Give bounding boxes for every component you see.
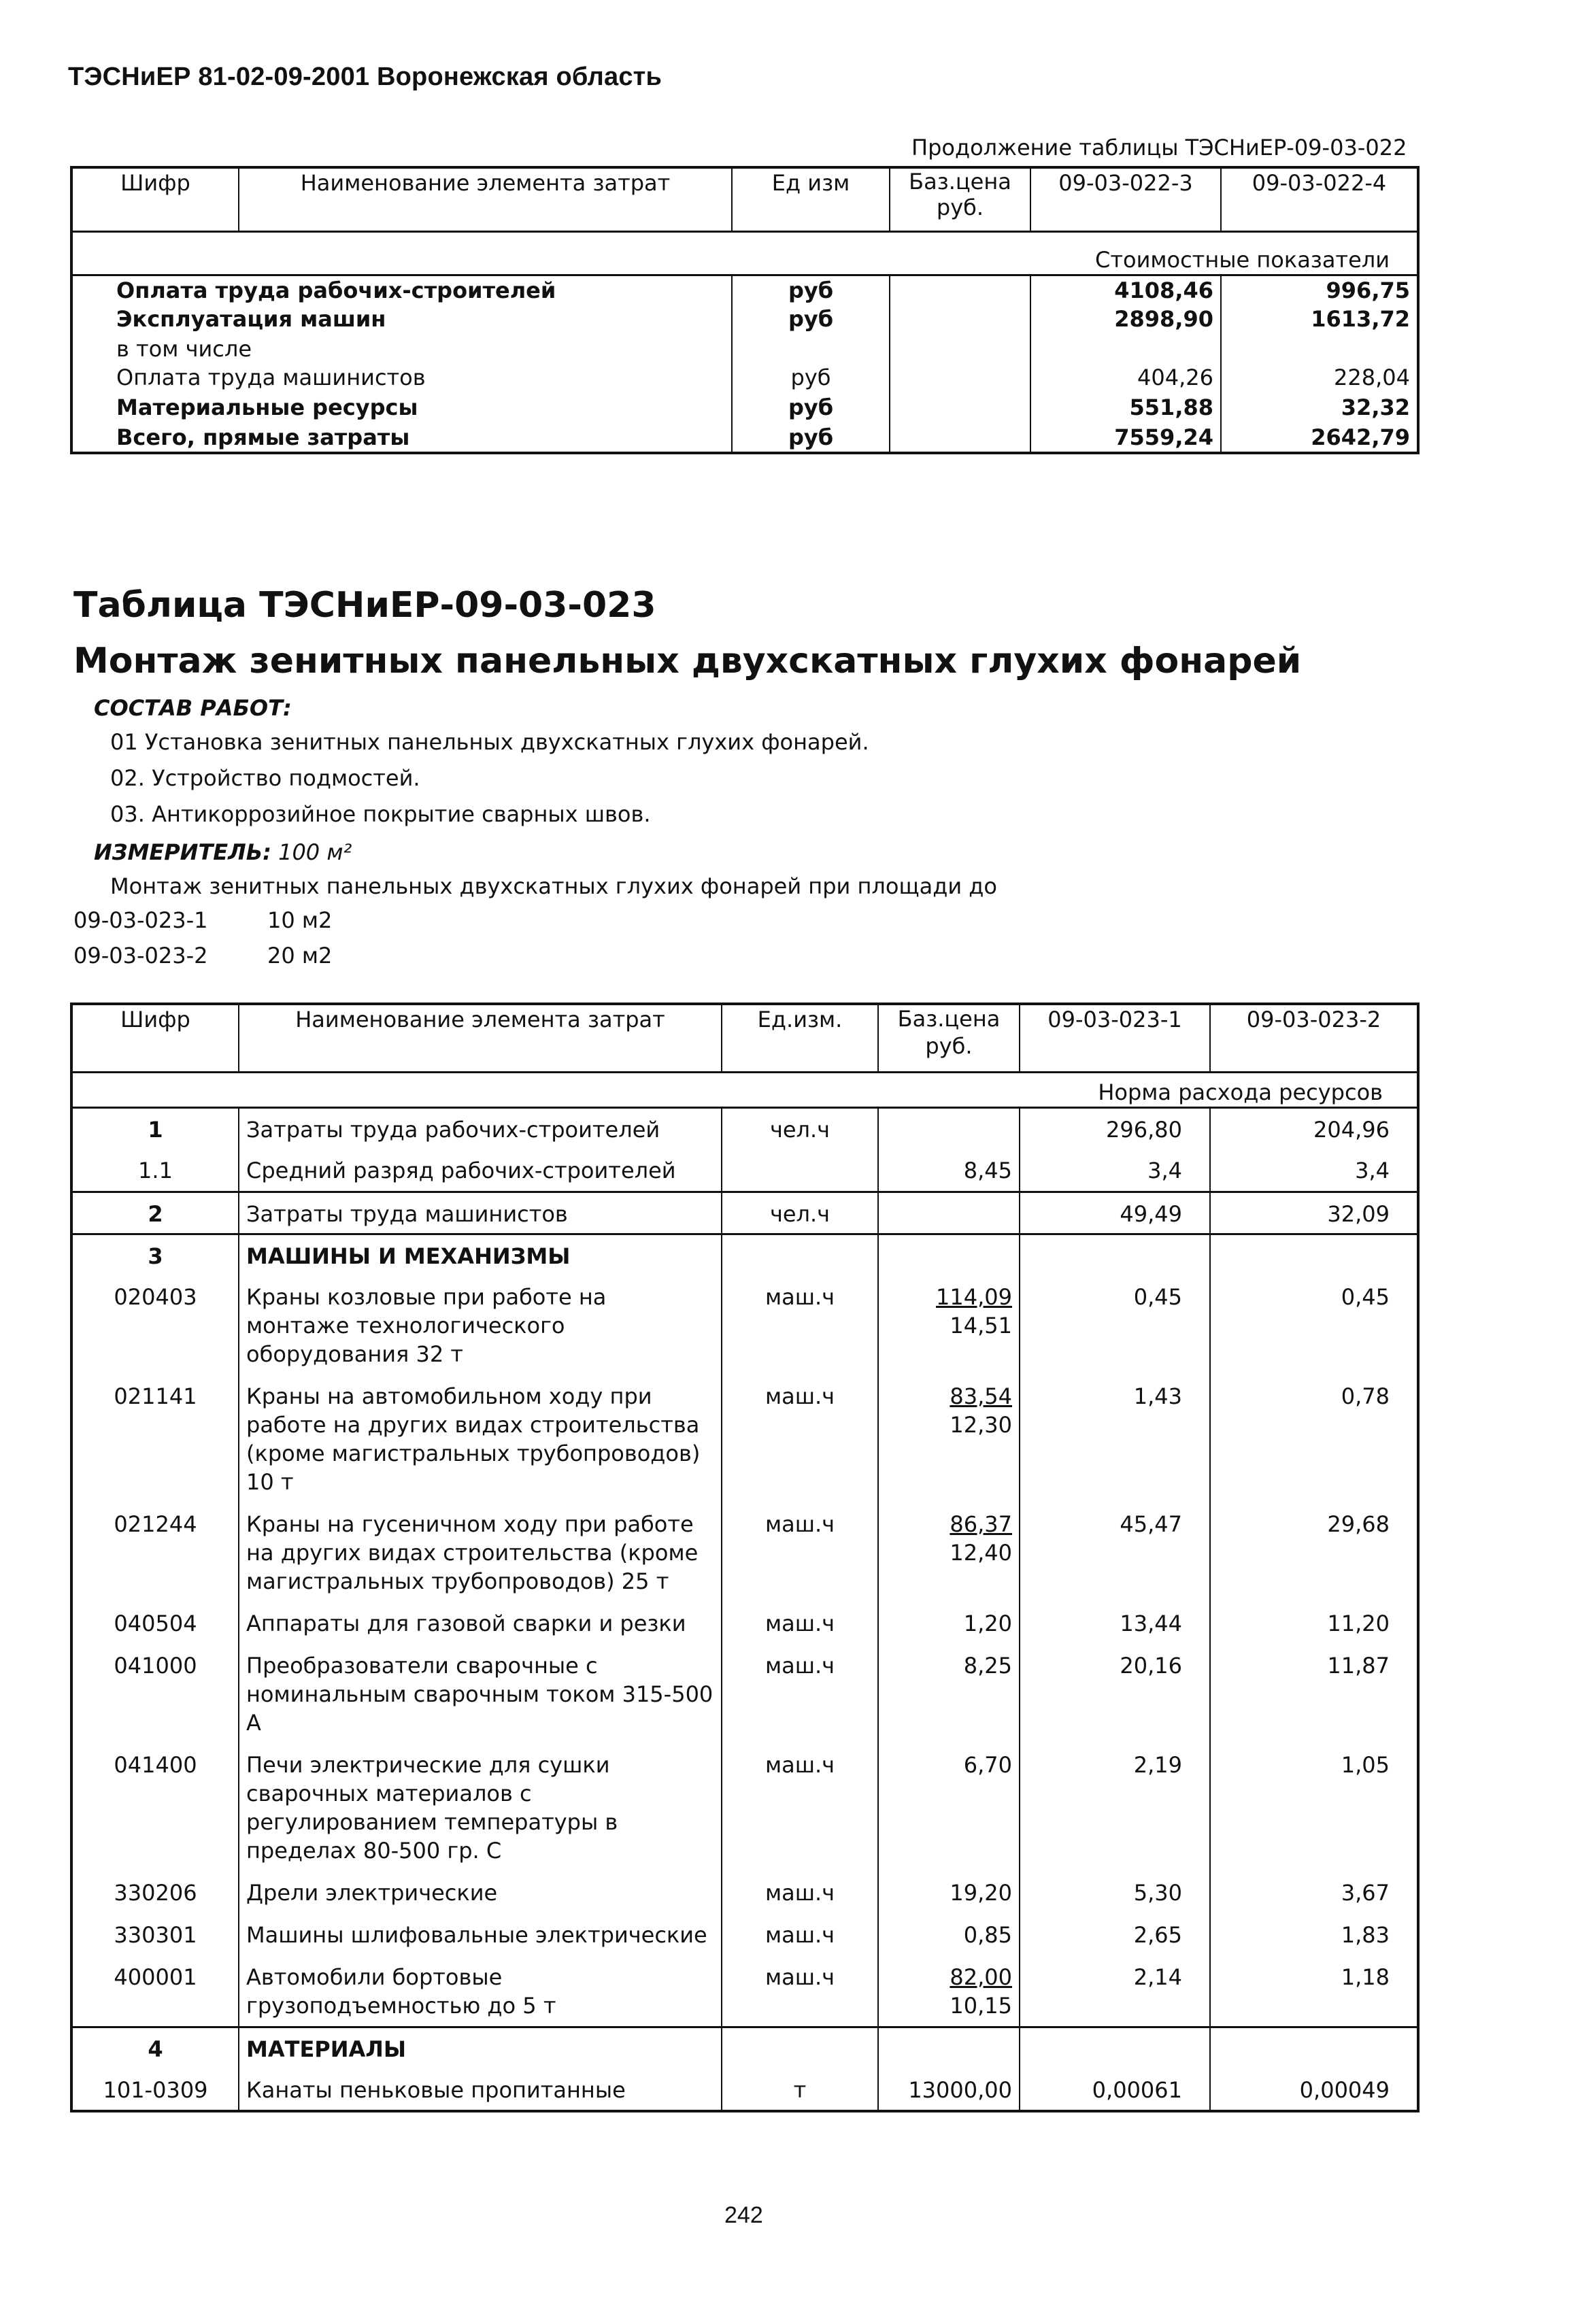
cell-name: Автомобили бортовые грузоподъемностью до 5 т xyxy=(239,1956,722,2027)
cell-unit: руб xyxy=(732,393,890,423)
cell-price xyxy=(878,1192,1020,1234)
cell-variant-1: 7559,24 xyxy=(1030,423,1221,453)
cell-name: в том числе xyxy=(116,336,252,362)
cell-price xyxy=(878,1234,1020,1276)
cell-code: 400001 xyxy=(71,1956,239,2027)
cell-name: Преобразователи сварочные с номинальным сварочным током 315-500 А xyxy=(239,1645,722,1744)
cell-variant-2: 11,87 xyxy=(1210,1645,1418,1744)
cell-variant-2: 29,68 xyxy=(1210,1503,1418,1602)
cell-variant-1: 2,14 xyxy=(1020,1956,1210,2027)
cell-variant-2: 0,00049 xyxy=(1210,2069,1418,2111)
cell-name: Оплата труда рабочих-строителей xyxy=(116,277,556,303)
cell-variant-2: 32,32 xyxy=(1221,393,1418,423)
table-row xyxy=(71,275,1418,305)
table-row xyxy=(71,335,1418,363)
cell-variant-1: 5,30 xyxy=(1020,1872,1210,1914)
cell-code: 4 xyxy=(148,2036,163,2062)
price-total: 13000,00 xyxy=(908,2077,1012,2103)
cell-code: 101-0309 xyxy=(103,2077,208,2103)
section-label-row xyxy=(71,231,1418,275)
cell-price xyxy=(890,363,1030,393)
cell-unit: маш.ч xyxy=(722,1956,878,2027)
cell-code: 3 xyxy=(148,1243,163,1269)
variant-code: 09-03-023-1 xyxy=(73,907,208,933)
cell-name: Краны на автомобильном ходу при работе на других видах строительства (кроме магистральных трубопроводов) 10 т xyxy=(239,1375,722,1503)
cell-code: 021141 xyxy=(114,1383,197,1409)
cell-variant-2: 0,45 xyxy=(1210,1276,1418,1375)
cell-name: Затраты труда рабочих-строителей xyxy=(239,1107,722,1149)
cell-variant-1: 45,47 xyxy=(1020,1503,1210,1602)
table-row xyxy=(71,1149,1418,1192)
work-item: 03. Антикоррозийное покрытие сварных швов. xyxy=(110,801,651,827)
cell-price xyxy=(890,393,1030,423)
cell-price xyxy=(878,1503,1020,1602)
cell-code: 020403 xyxy=(114,1284,197,1310)
table-row xyxy=(71,1234,1418,1276)
cell-variant-2 xyxy=(1221,335,1418,363)
table-header-row xyxy=(71,1004,1418,1072)
table-row xyxy=(71,2027,1418,2069)
cell-variant-1: 404,26 xyxy=(1030,363,1221,393)
measure-value: 100 м² xyxy=(278,839,352,865)
cell-name: Машины шлифовальные электрические xyxy=(239,1914,722,1956)
col-header-code: Шифр xyxy=(71,167,239,231)
price-wage: 12,30 xyxy=(950,1412,1012,1438)
cell-unit xyxy=(722,2027,878,2069)
price-total: 82,00 xyxy=(950,1964,1012,1990)
cell-unit: маш.ч xyxy=(722,1375,878,1503)
measure-line xyxy=(94,839,352,865)
cell-variant-2: 0,78 xyxy=(1210,1375,1418,1503)
cell-price xyxy=(890,275,1030,305)
cell-variant-1: 0,00061 xyxy=(1020,2069,1210,2111)
cell-name: Печи электрические для сушки сварочных материалов с регулированием температуры в пределах 80-500 гр. С xyxy=(239,1744,722,1872)
cell-name: Эксплуатация машин xyxy=(116,306,386,332)
col-header-variant-1: 09-03-022-3 xyxy=(1030,167,1221,231)
table-row xyxy=(71,1872,1418,1914)
cell-variant-1 xyxy=(1030,335,1221,363)
price-total: 1,20 xyxy=(963,1611,1012,1636)
cell-name: Дрели электрические xyxy=(239,1872,722,1914)
table-row xyxy=(71,1956,1418,2027)
cell-variant-2: 3,67 xyxy=(1210,1872,1418,1914)
cell-name: Оплата труда машинистов xyxy=(116,365,426,390)
cell-variant-1: 2,19 xyxy=(1020,1744,1210,1872)
cell-variant-1 xyxy=(1020,2027,1210,2069)
document-header: ТЭСНиЕР 81-02-09-2001 Воронежская область xyxy=(68,63,662,91)
variant-desc: 10 м2 xyxy=(267,907,333,933)
table-row xyxy=(71,1503,1418,1602)
cell-variant-2: 228,04 xyxy=(1221,363,1418,393)
variant-line xyxy=(73,907,333,933)
table-row xyxy=(71,1107,1418,1149)
cell-name: Затраты труда машинистов xyxy=(239,1192,722,1234)
section-label-row xyxy=(71,1072,1418,1107)
work-item: 01 Установка зенитных панельных двухскатных глухих фонарей. xyxy=(110,729,869,755)
cell-unit: чел.ч xyxy=(722,1107,878,1149)
cell-unit: маш.ч xyxy=(722,1645,878,1744)
cell-variant-1: 1,43 xyxy=(1020,1375,1210,1503)
cell-variant-1: 49,49 xyxy=(1020,1192,1210,1234)
cell-variant-2: 1613,72 xyxy=(1221,305,1418,335)
resource-table xyxy=(70,1003,1420,2112)
price-total: 83,54 xyxy=(950,1383,1012,1409)
cell-code: 330301 xyxy=(114,1922,197,1948)
cell-name: МАШИНЫ И МЕХАНИЗМЫ xyxy=(239,1234,722,1276)
table-row xyxy=(71,2069,1418,2111)
variant-desc: 20 м2 xyxy=(267,943,333,969)
cell-unit xyxy=(722,1234,878,1276)
cell-price xyxy=(890,423,1030,453)
cell-unit: руб xyxy=(732,275,890,305)
price-total: 8,25 xyxy=(963,1653,1012,1679)
price-total: 86,37 xyxy=(950,1511,1012,1537)
continuation-caption: Продолжение таблицы ТЭСНиЕР-09-03-022 xyxy=(911,135,1407,161)
cell-code: 1 xyxy=(148,1116,163,1143)
cell-price xyxy=(878,2027,1020,2069)
cell-unit: маш.ч xyxy=(722,1744,878,1872)
cell-price xyxy=(890,335,1030,363)
cell-code: 1.1 xyxy=(71,1149,239,1192)
cell-unit: руб xyxy=(732,305,890,335)
price-wage: 14,51 xyxy=(950,1313,1012,1338)
section-subtitle: Монтаж зенитных панельных двухскатных глухих фонарей xyxy=(73,641,1302,681)
cell-name: Материальные ресурсы xyxy=(116,394,418,420)
table-row xyxy=(71,1914,1418,1956)
cell-price xyxy=(878,1375,1020,1503)
cell-price xyxy=(878,1645,1020,1744)
table-row xyxy=(71,1602,1418,1645)
cell-price xyxy=(878,1107,1020,1149)
section-label: Норма расхода ресурсов xyxy=(71,1072,1418,1107)
cell-code: 041400 xyxy=(114,1752,197,1778)
table-row xyxy=(71,1744,1418,1872)
variant-line xyxy=(73,943,333,969)
cell-price xyxy=(878,2069,1020,2111)
table-row xyxy=(71,1645,1418,1744)
cell-name: МАТЕРИАЛЫ xyxy=(239,2027,722,2069)
cell-code: 040504 xyxy=(114,1611,197,1636)
col-header-price: Баз.цена руб. xyxy=(890,167,1030,231)
section-title: Таблица ТЭСНиЕР-09-03-023 xyxy=(73,585,656,626)
cell-unit xyxy=(732,335,890,363)
cell-variant-1: 2,65 xyxy=(1020,1914,1210,1956)
table-row xyxy=(71,1375,1418,1503)
work-item: 02. Устройство подмостей. xyxy=(110,765,420,791)
col-header-price: Баз.цена руб. xyxy=(878,1004,1020,1072)
cell-variant-1: 0,45 xyxy=(1020,1276,1210,1375)
cell-unit: маш.ч xyxy=(722,1276,878,1375)
price-total: 114,09 xyxy=(936,1284,1012,1310)
cell-variant-1: 20,16 xyxy=(1020,1645,1210,1744)
cell-unit: маш.ч xyxy=(722,1872,878,1914)
table-row xyxy=(71,1192,1418,1234)
table-header-row xyxy=(71,167,1418,231)
cell-price xyxy=(878,1914,1020,1956)
cell-variant-2: 3,4 xyxy=(1210,1149,1418,1192)
page-number: 242 xyxy=(724,2202,763,2228)
variants-intro: Монтаж зенитных панельных двухскатных глухих фонарей при площади до xyxy=(110,873,997,899)
cell-variant-2 xyxy=(1210,1234,1418,1276)
cell-variant-1: 13,44 xyxy=(1020,1602,1210,1645)
measure-label: ИЗМЕРИТЕЛЬ: xyxy=(94,839,271,865)
cell-name: Канаты пеньковые пропитанные xyxy=(239,2069,722,2111)
cell-price xyxy=(878,1744,1020,1872)
variant-code: 09-03-023-2 xyxy=(73,943,208,969)
cell-variant-1: 3,4 xyxy=(1020,1149,1210,1192)
cell-unit: чел.ч xyxy=(722,1192,878,1234)
cell-code: 330206 xyxy=(114,1880,197,1906)
table-row xyxy=(71,1276,1418,1375)
cell-price xyxy=(878,1276,1020,1375)
cell-variant-2: 204,96 xyxy=(1210,1107,1418,1149)
price-wage: 10,15 xyxy=(950,1993,1012,2019)
cell-unit: руб xyxy=(732,423,890,453)
cell-code: 041000 xyxy=(114,1653,197,1679)
price-total: 0,85 xyxy=(963,1922,1012,1948)
cell-unit: маш.ч xyxy=(722,1602,878,1645)
cell-variant-2: 2642,79 xyxy=(1221,423,1418,453)
cell-variant-1: 2898,90 xyxy=(1030,305,1221,335)
cell-price xyxy=(878,1602,1020,1645)
cell-price xyxy=(878,1956,1020,2027)
cell-variant-2 xyxy=(1210,2027,1418,2069)
section-label: Стоимостные показатели xyxy=(71,231,1418,275)
col-header-unit: Ед.изм. xyxy=(722,1004,878,1072)
col-header-unit: Ед изм xyxy=(732,167,890,231)
cell-variant-2: 32,09 xyxy=(1210,1192,1418,1234)
cell-variant-2: 1,83 xyxy=(1210,1914,1418,1956)
cell-name: Краны на гусеничном ходу при работе на других видах строительства (кроме магистральных трубопроводов) 25 т xyxy=(239,1503,722,1602)
cell-unit: маш.ч xyxy=(722,1914,878,1956)
col-header-variant-2: 09-03-022-4 xyxy=(1221,167,1418,231)
cell-variant-1: 296,80 xyxy=(1020,1107,1210,1149)
cell-name: Краны козловые при работе на монтаже технологического оборудования 32 т xyxy=(239,1276,722,1375)
cell-unit: руб xyxy=(732,363,890,393)
col-header-variant-1: 09-03-023-1 xyxy=(1020,1004,1210,1072)
cell-variant-1: 4108,46 xyxy=(1030,275,1221,305)
cell-price xyxy=(890,305,1030,335)
cell-variant-2: 1,05 xyxy=(1210,1744,1418,1872)
cell-variant-2: 996,75 xyxy=(1221,275,1418,305)
table-row xyxy=(71,305,1418,335)
cell-price xyxy=(878,1872,1020,1914)
works-label: СОСТАВ РАБОТ: xyxy=(94,695,292,721)
col-header-name: Наименование элемента затрат xyxy=(239,1004,722,1072)
cell-variant-1 xyxy=(1020,1234,1210,1276)
cell-price xyxy=(878,1149,1020,1192)
cell-variant-2: 1,18 xyxy=(1210,1956,1418,2027)
cell-code: 021244 xyxy=(114,1511,197,1537)
continuation-table xyxy=(70,166,1420,454)
cell-variant-1: 551,88 xyxy=(1030,393,1221,423)
price-wage: 12,40 xyxy=(950,1540,1012,1566)
cell-unit: т xyxy=(722,2069,878,2111)
price-total: 8,45 xyxy=(963,1158,1012,1183)
cell-variant-2: 11,20 xyxy=(1210,1602,1418,1645)
col-header-name: Наименование элемента затрат xyxy=(239,167,732,231)
col-header-variant-2: 09-03-023-2 xyxy=(1210,1004,1418,1072)
table-row xyxy=(71,393,1418,423)
price-total: 19,20 xyxy=(950,1880,1012,1906)
table-row xyxy=(71,423,1418,453)
cell-unit: маш.ч xyxy=(722,1503,878,1602)
price-total: 6,70 xyxy=(963,1752,1012,1778)
cell-name: Аппараты для газовой сварки и резки xyxy=(239,1602,722,1645)
table-row xyxy=(71,363,1418,393)
cell-unit xyxy=(722,1149,878,1192)
cell-name: Средний разряд рабочих-строителей xyxy=(239,1149,722,1192)
col-header-code: Шифр xyxy=(71,1004,239,1072)
cell-name: Всего, прямые затраты xyxy=(116,424,410,450)
cell-code: 2 xyxy=(71,1192,239,1234)
